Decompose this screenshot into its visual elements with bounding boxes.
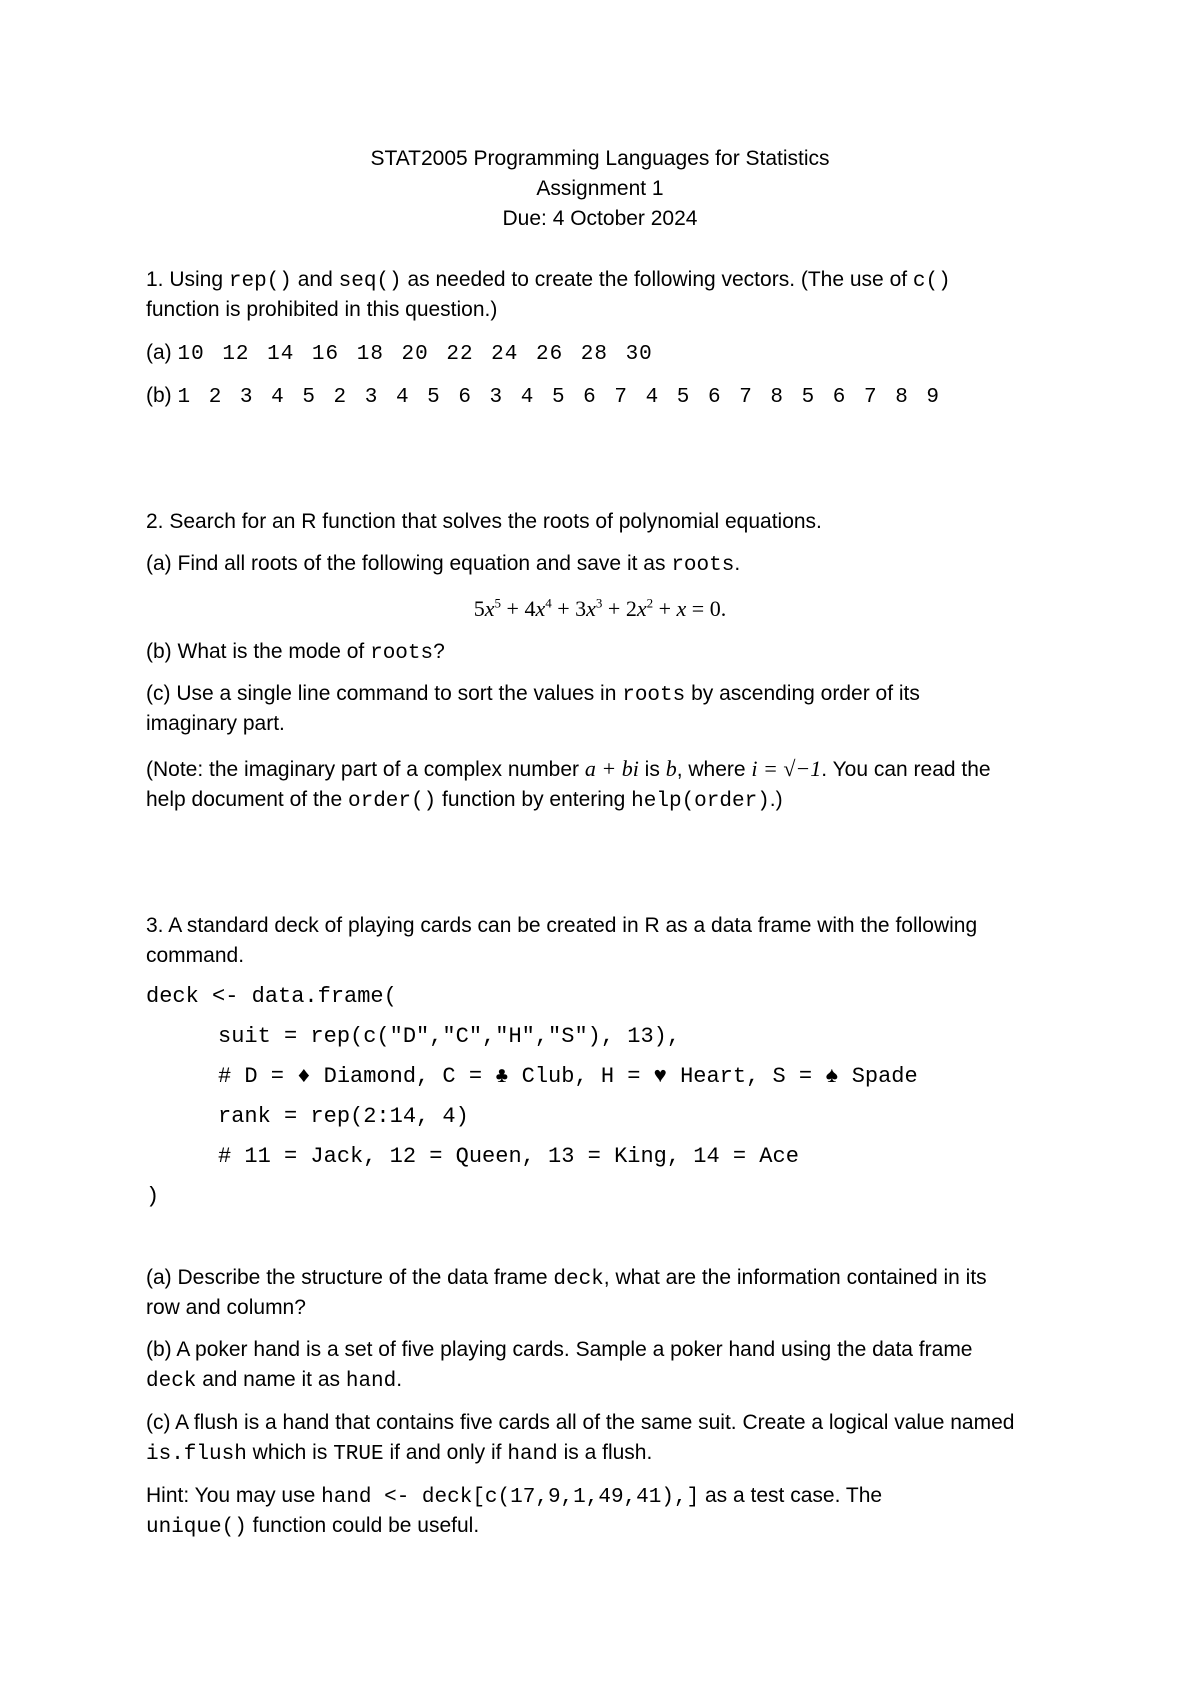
q3-part-c: (c) A flush is a hand that contains five cards all of the same suit. Create a logical value named [146,1411,1015,1434]
code-line-6: ) [146,1184,160,1209]
q2-part-c: (c) Use a single line command to sort the values in roots by ascending order of its [146,682,920,707]
q2-part-b: (b) What is the mode of roots? [146,640,445,665]
code-line-4: rank = rep(2:14, 4) [218,1104,469,1129]
q2-part-c-line-2: imaginary part. [146,712,285,735]
q3-intro-1: 3. A standard deck of playing cards can be created in R as a data frame with the following [146,914,978,937]
assignment-title: Assignment 1 [536,177,664,200]
q3-part-c-line-2: is.flush which is TRUE if and only if hand is a flush. [146,1441,653,1466]
code-line-1: deck <- data.frame( [146,984,397,1009]
q1-line-1: 1. Using rep() and seq() as needed to create the following vectors. (The use of c() [146,268,951,293]
polynomial-equation: $5x^5 + 4x^4 + 3x^3 + 2x^2 + x = 0$. [473,596,727,622]
due-date: Due: 4 October 2024 [502,207,698,230]
q3-intro-2: command. [146,944,245,967]
course-title: STAT2005 Programming Languages for Statistics [370,147,830,170]
q3-part-a-line-2: row and column? [146,1296,306,1319]
q1-line-2: function is prohibited in this question.) [146,298,498,321]
q1-part-a: (a) 10 12 14 16 18 20 22 24 26 28 30 [146,341,653,366]
q3-hint-line-2: unique() function could be useful. [146,1514,480,1539]
q3-part-b: (b) A poker hand is a set of five playing cards. Sample a poker hand using the data frame [146,1338,973,1361]
q3-hint: Hint: You may use hand <- deck[c(17,9,1,49,41),] as a test case. The [146,1484,883,1509]
q2-part-a: (a) Find all roots of the following equation and save it as roots. [146,552,741,577]
code-line-5: # 11 = Jack, 12 = Queen, 13 = King, 14 = Ace [218,1144,799,1169]
q2-note-line-1: (Note: the imaginary part of a complex number a + bi is b, where i = √−1. You can read the [146,756,991,781]
code-line-3: # D = ♦ Diamond, C = ♣ Club, H = ♥ Heart, S = ♠ Spade [218,1064,918,1089]
q3-part-b-line-2: deck and name it as hand. [146,1368,403,1393]
q2-note-line-2: help document of the order() function by entering help(order).) [146,788,783,813]
q2-intro: 2. Search for an R function that solves the roots of polynomial equations. [146,510,822,533]
code-line-2: suit = rep(c("D","C","H","S"), 13), [218,1024,681,1049]
q3-part-a: (a) Describe the structure of the data frame deck, what are the information contained in its [146,1266,987,1291]
q1-part-b: (b) 1 2 3 4 5 2 3 4 5 6 3 4 5 6 7 4 5 6 7 8 5 6 7 8 9 [146,384,941,409]
